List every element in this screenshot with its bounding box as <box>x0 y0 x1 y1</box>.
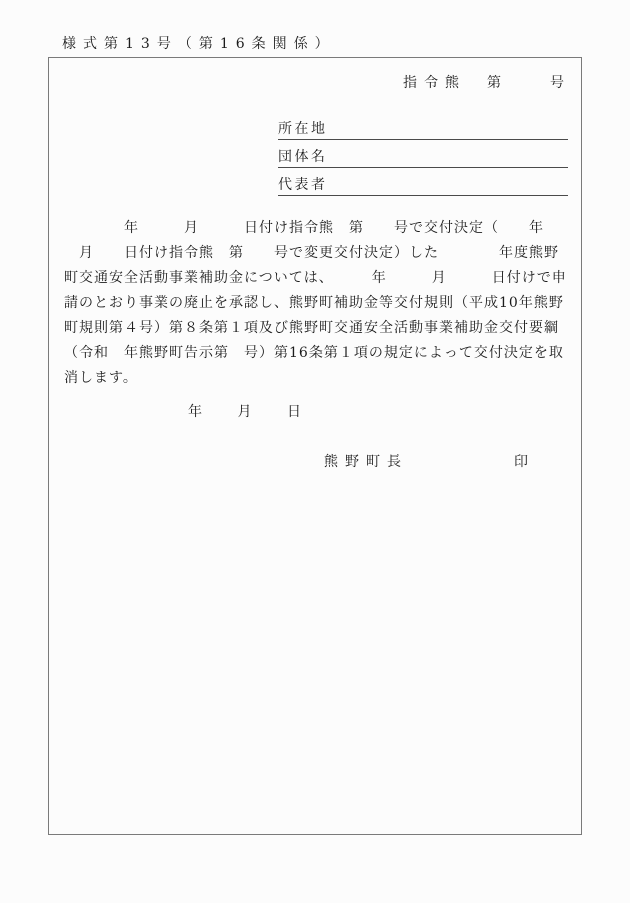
date-blank-line: 年 月 日 <box>188 404 304 420</box>
field-row-organization <box>278 140 568 168</box>
form-number-label: 様式第13号（第16条関係） <box>62 36 336 52</box>
body-line: 町規則第４号）第８条第１項及び熊野町交通安全活動事業補助金交付要綱 <box>64 320 559 336</box>
body-paragraph <box>64 216 576 391</box>
directive-number-line: 指令熊 第 号 <box>403 75 571 91</box>
body-line: 請のとおり事業の廃止を承認し、熊野町補助金等交付規則（平成10年熊野 <box>64 295 564 311</box>
body-line: 町交通安全活動事業補助金については、 年 月 日付けで申 <box>64 270 567 286</box>
mayor-title-label: 熊野町長 <box>324 454 408 470</box>
body-line: （令和 年熊野町告示第 号）第16条第１項の規定によって交付決定を取 <box>64 345 564 361</box>
recipient-fields-block <box>278 112 568 196</box>
field-row-representative <box>278 168 568 196</box>
document-border-box <box>48 57 582 835</box>
field-row-address <box>278 112 568 140</box>
body-line: 月 日付け指令熊 第 号で変更交付決定）した 年度熊野 <box>64 245 559 261</box>
body-line: 年 月 日付け指令熊 第 号で交付決定（ 年 <box>64 220 544 236</box>
representative-field-label: 代表者 <box>278 177 328 193</box>
address-field-label: 所在地 <box>278 121 328 137</box>
organization-field-label: 団体名 <box>278 149 328 165</box>
body-line: 消します。 <box>64 370 138 386</box>
seal-placeholder-label: 印 <box>514 454 530 470</box>
